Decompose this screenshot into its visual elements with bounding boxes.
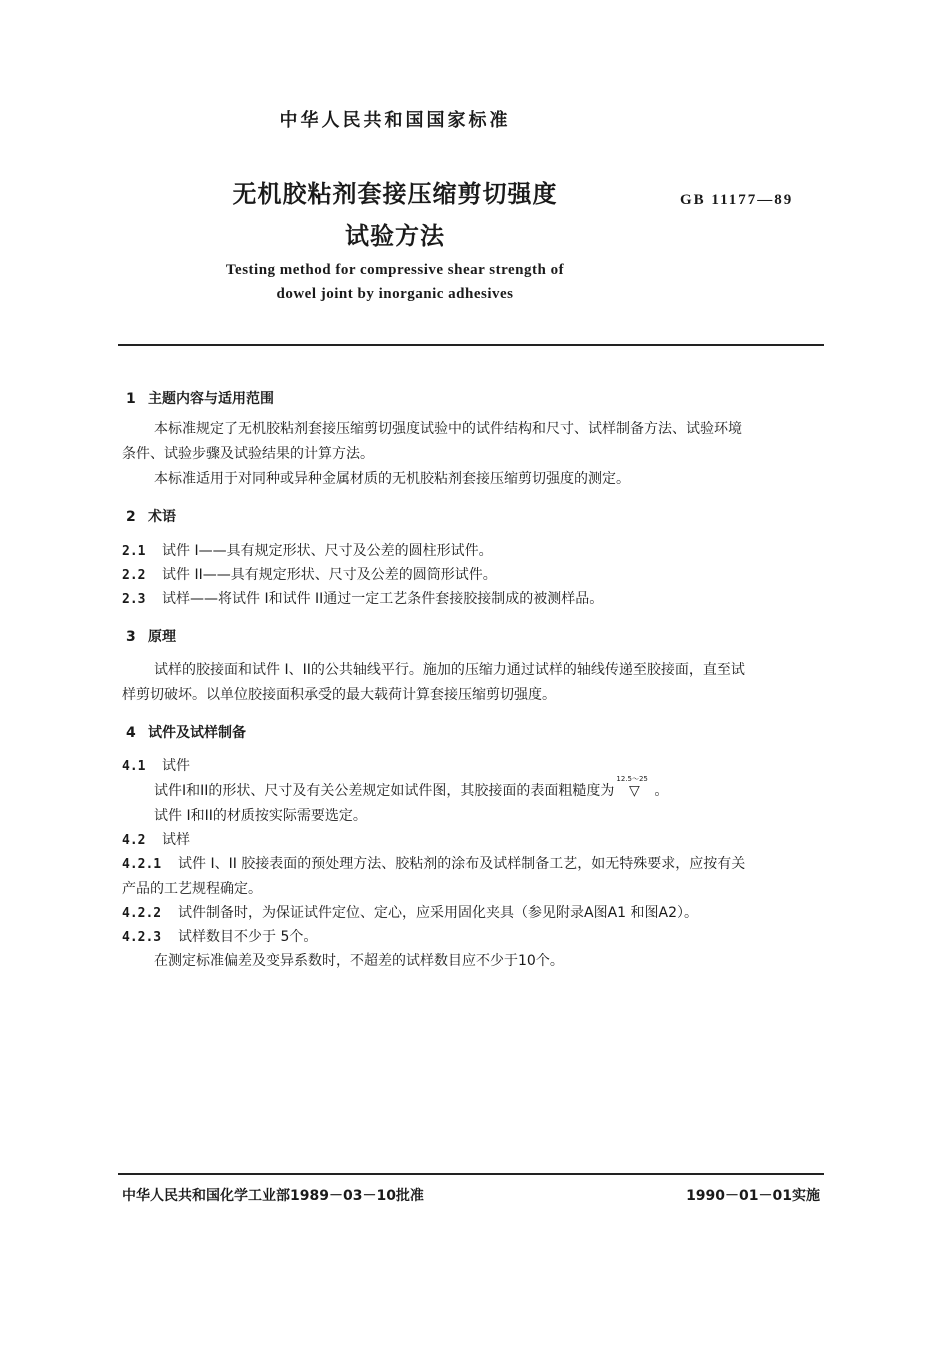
title-en-line2: dowel joint by inorganic adhesives	[276, 286, 514, 302]
item-text: 试件 I——具有规定形状、尺寸及公差的圆柱形试件。	[162, 543, 493, 559]
s41-paragraph-1	[154, 775, 669, 800]
s41-paragraph-2: 试件 I和II的材质按实际需要选定。	[154, 808, 367, 824]
item-number: 2.2	[122, 568, 146, 583]
item-number: 4.2.3	[122, 930, 162, 945]
section-1-heading	[126, 388, 274, 408]
item-text: 试件制备时，为保证试件定位、定心，应采用固化夹具（参见附录A图A1 和图A2）。	[178, 905, 698, 921]
footer-divider	[118, 1173, 824, 1175]
clause-4-2-3-note: 在测定标准偏差及变异系数时，不超差的试样数目应不少于10个。	[154, 953, 564, 969]
s3-paragraph-1b: 样剪切破坏。以单位胶接面积承受的最大载荷计算套接压缩剪切强度。	[122, 687, 556, 703]
section-4-heading	[126, 722, 246, 742]
item-text: 试件	[162, 758, 190, 774]
s41-text: 试件I和II的形状、尺寸及有关公差规定如试件图，其胶接面的表面粗糙度为	[154, 783, 615, 799]
standard-number: GB 11177—89	[680, 192, 794, 208]
term-item	[122, 588, 603, 608]
item-text: 试件 I、II 胶接表面的预处理方法、胶粘剂的涂布及试样制备工艺，如无特殊要求，应按有关	[178, 856, 746, 872]
s41-text-end: 。	[654, 783, 669, 799]
section-title: 主题内容与适用范围	[148, 391, 274, 407]
section-2-heading	[126, 506, 176, 526]
subsection-4-1	[122, 755, 190, 775]
clause-4-2-3	[122, 926, 317, 946]
item-number: 4.2.1	[122, 857, 162, 872]
section-title: 原理	[148, 629, 176, 645]
clause-4-2-2	[122, 902, 698, 922]
item-number: 2.3	[122, 592, 146, 607]
section-3-heading	[126, 626, 176, 646]
item-text: 试件 II——具有规定形状、尺寸及公差的圆筒形试件。	[162, 567, 497, 583]
subsection-4-2	[122, 829, 190, 849]
roughness-value: 12.5～25	[616, 775, 648, 783]
section-title: 试件及试样制备	[148, 725, 246, 741]
s3-paragraph-1a: 试样的胶接面和试件 I、II的公共轴线平行。施加的压缩力通过试样的轴线传递至胶接面，直至试	[154, 662, 745, 678]
title-cn-line2: 试验方法	[345, 222, 445, 250]
implementation-date: 1990－01－01实施	[686, 1188, 820, 1204]
roughness-mark	[614, 775, 654, 799]
item-text: 试样	[162, 832, 190, 848]
clause-4-2-1-cont: 产品的工艺规程确定。	[122, 881, 262, 897]
item-number: 4.2	[122, 833, 146, 848]
term-item	[122, 540, 493, 560]
roughness-triangle-icon: ▽	[629, 783, 640, 799]
header-divider	[118, 344, 824, 346]
section-number: 4	[126, 725, 136, 741]
term-item	[122, 564, 497, 584]
issuing-authority: 中华人民共和国国家标准	[279, 110, 511, 131]
section-number: 2	[126, 509, 136, 525]
section-number: 1	[126, 391, 136, 407]
item-number: 4.2.2	[122, 906, 162, 921]
section-number: 3	[126, 629, 136, 645]
approval-info: 中华人民共和国化学工业部1989－03－10批准	[122, 1188, 424, 1204]
title-en-line1: Testing method for compressive shear strength of	[225, 262, 565, 278]
item-number: 2.1	[122, 544, 146, 559]
s1-paragraph-2: 本标准适用于对同种或异种金属材质的无机胶粘剂套接压缩剪切强度的测定。	[154, 471, 630, 487]
s1-paragraph-1a: 本标准规定了无机胶粘剂套接压缩剪切强度试验中的试件结构和尺寸、试样制备方法、试验环境	[154, 421, 742, 437]
s1-paragraph-1b: 条件、试验步骤及试验结果的计算方法。	[122, 446, 374, 462]
item-text: 试样——将试件 I和试件 II通过一定工艺条件套接胶接制成的被测样品。	[162, 591, 604, 607]
title-cn-line1: 无机胶粘剂套接压缩剪切强度	[232, 180, 558, 208]
item-number: 4.1	[122, 759, 146, 774]
clause-4-2-1	[122, 853, 745, 873]
section-title: 术语	[148, 509, 176, 525]
item-text: 试样数目不少于 5个。	[178, 929, 318, 945]
